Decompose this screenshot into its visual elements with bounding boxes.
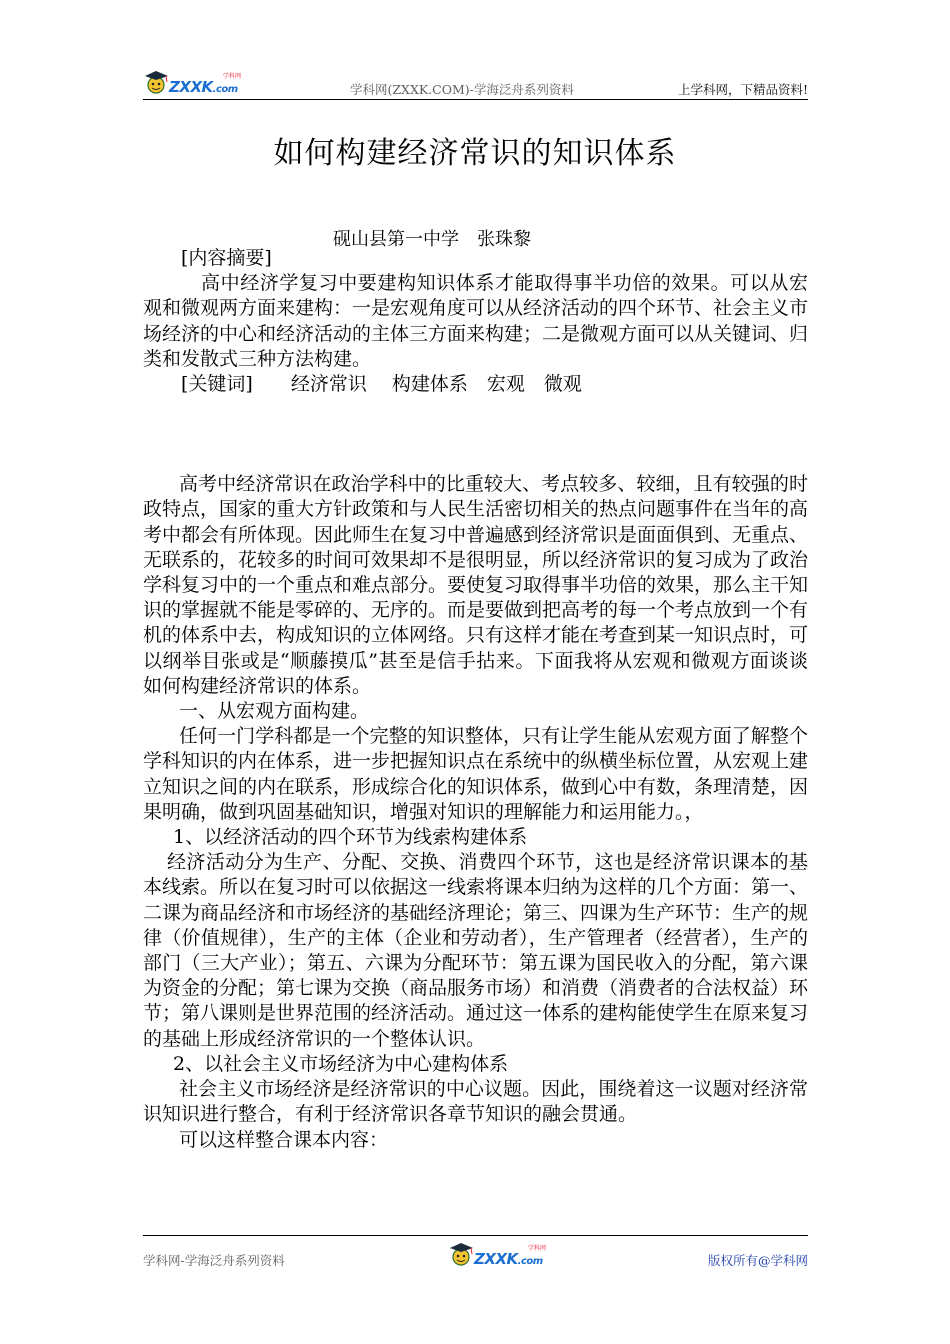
mascot-icon (143, 68, 171, 98)
integration-line: 可以这样整合课本内容： (179, 1128, 389, 1151)
header-source: 学科网(ZXXK.COM)-学海泛舟系列资料 (350, 82, 574, 97)
mascot-icon (448, 1240, 476, 1270)
logo-wordmark: ZXXK (169, 78, 213, 96)
abstract-text: 高中经济学复习中要建构知识体系才能取得事半功倍的效果。可以从宏观和微观两方面来建构：一是宏观角度可以从经济活动的四个环节、社会主义市场经济的中心和经济活动的主体三方面来构建；二是微观方面可以从关键词、归类和发散式三种方法构建。 (143, 272, 809, 370)
site-logo (143, 68, 248, 98)
footer-copyright: 版权所有@学科网 (707, 1253, 808, 1268)
header-divider (143, 99, 808, 100)
intro-paragraph: 高考中经济常识在政治学科中的比重较大、考点较多、较细，且有较强的时政特点，国家的重大方针政策和与人民生活密切相关的热点问题事件在当年的高考中都会有所体现。因此师生在复习中普遍感到经济常识是面面俱到、无重点、无联系的，花较多的时间可效果却不是很明显，所以经济常识的复习成为了政治学科复习中的一个重点和难点部分。要使复习取得事半功倍的效果，那么主干知识的掌握就不能是零碎的、无序的。而是要做到把高考的每一个考点放到一个有机的体系中去，构成知识的立体网络。只有这样才能在考查到某一知识点时，可以纲举目张或是“顺藤摸瓜”甚至是信手拈来。下面我将从宏观和微观方面谈谈如何构建经济常识的体系。 (143, 473, 809, 697)
footer-source: 学科网-学海泛舟系列资料 (143, 1253, 285, 1268)
subheading-1: 1、以经济活动的四个环节为线索构建体系 (173, 826, 528, 849)
page-header (143, 66, 808, 102)
macro-paragraph: 任何一门学科都是一个完整的知识整体，只有让学生能从宏观方面了解整个学科知识的内在体系，进一步把握知识点在系统中的纵横坐标位置，从宏观上建立知识之间的内在联系，形成综合化的知识体系，做到心中有数，条理清楚，因果明确，做到巩固基础知识，增强对知识的理解能力和运用能力。， (143, 725, 809, 823)
footer-logo (448, 1240, 553, 1270)
keywords-line: [关键词] 经济常识 构建体系 宏观 微观 (181, 373, 582, 396)
footer-divider (143, 1235, 808, 1236)
market-economy-paragraph: 社会主义市场经济是经济常识的中心议题。因此，围绕着这一议题对经济常识知识进行整合，有利于经济常识各章节知识的融会贯通。 (143, 1078, 808, 1126)
document-body (143, 246, 808, 1153)
abstract-label: [内容摘要] (181, 247, 272, 269)
spacer (143, 397, 808, 472)
logo-tagline: 学科网 (528, 1245, 547, 1252)
logo-tagline: 学科网 (223, 73, 242, 80)
logo-domain: .com (517, 1256, 543, 1267)
economic-activity-paragraph: 经济活动分为生产、分配、交换、消费四个环节，这也是经济常识课本的基本线索。所以在复习时可以依据这一线索将课本归纳为这样的几个方面：第一、二课为商品经济和市场经济的基础经济理论；第三、四课为生产环节：生产的规律（价值规律），生产的主体（企业和劳动者），生产管理者（经营者），生产的部门（三大产业）；第五、六课为分配环节：第五课为国民收入的分配，第六课为资金的分配；第七课为交换（商品服务市场）和消费（消费者的合法权益）环节；第八课则是世界范围的经济活动。通过这一体系的建构能使学生在原来复习的基础上形成经济常识的一个整体认识。 (143, 851, 809, 1050)
logo-domain: .com (212, 84, 238, 95)
section-heading-1: 一、从宏观方面构建。 (179, 700, 370, 723)
logo-wordmark: ZXXK (474, 1250, 518, 1268)
document-title: 如何构建经济常识的知识体系 (273, 136, 677, 171)
subheading-2: 2、以社会主义市场经济为中心建构体系 (173, 1052, 509, 1075)
document-author: 砚山县第一中学 张珠黎 (333, 229, 531, 250)
header-slogan: 上学科网，下精品资料! (677, 82, 808, 97)
